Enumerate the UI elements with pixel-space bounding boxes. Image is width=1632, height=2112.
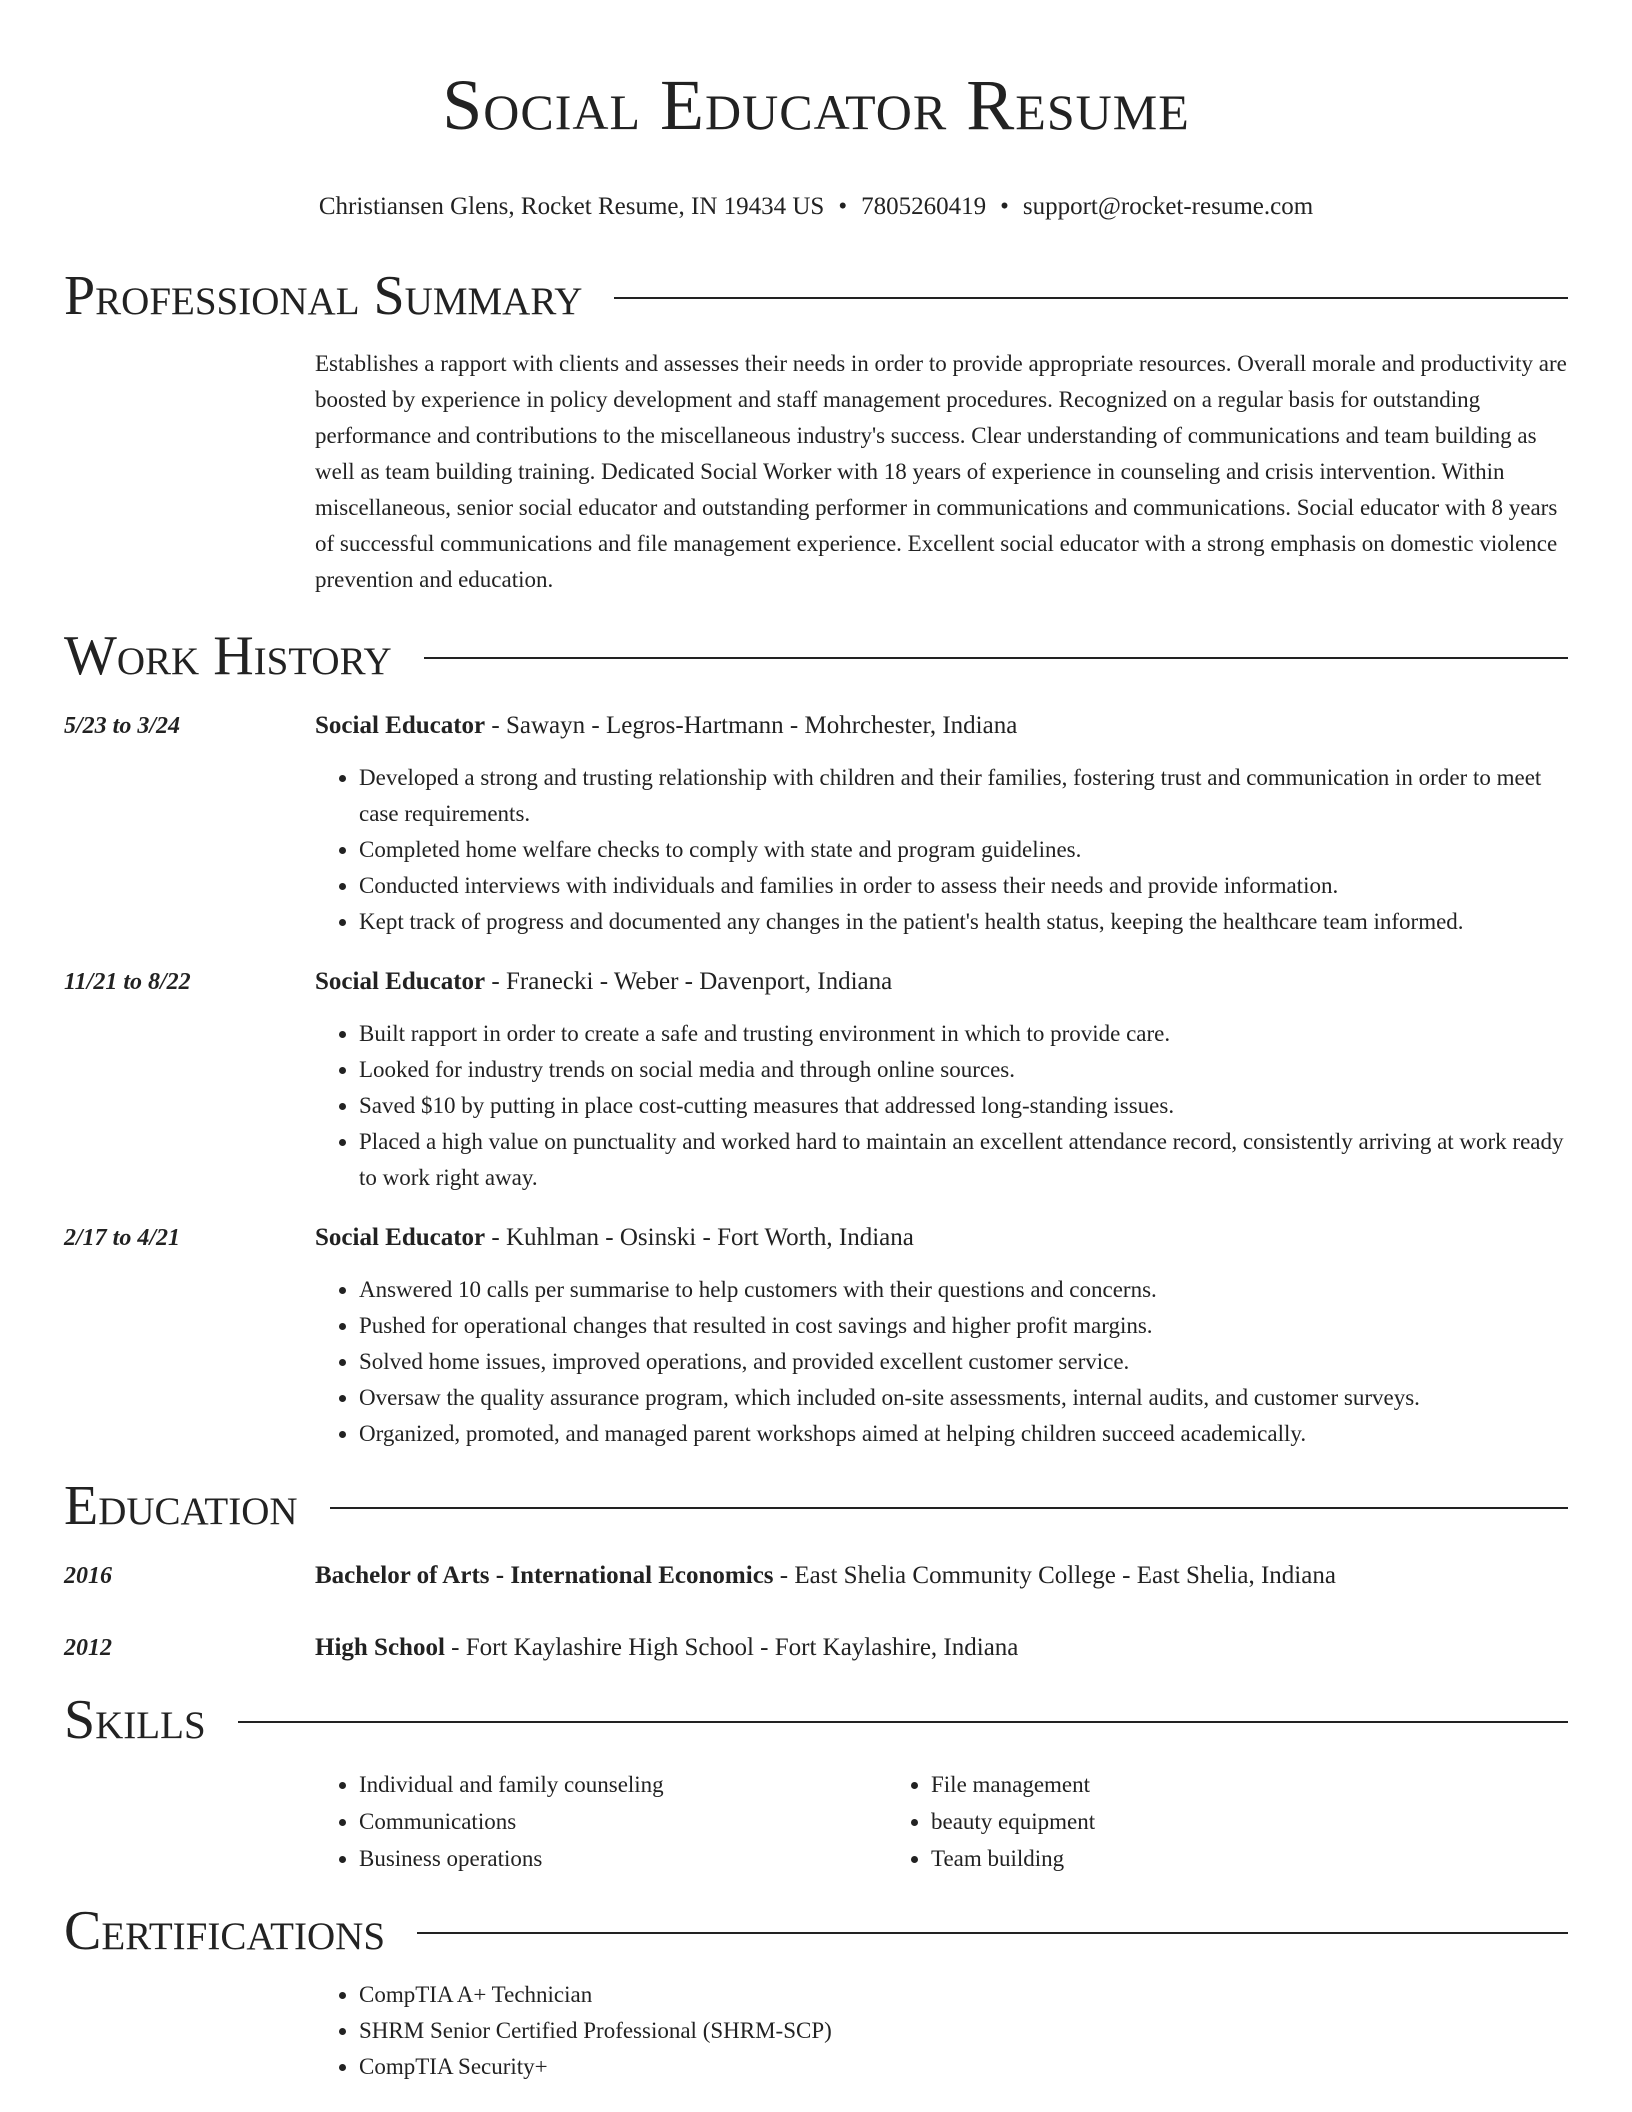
certifications-list [315,1977,1568,2085]
skills-column-left [315,1766,887,1877]
work-heading: Work History [64,625,392,687]
section-divider [417,1932,1568,1934]
certification-item: • SHRM Senior Certified Professional (SHRM-SCP) [359,2013,1568,2049]
education-entry [64,1630,1568,1666]
job-dates: 11/21 to 8/22 [64,969,191,995]
job-bullet: • Kept track of progress and documented any changes in the patient's health status, keeping the healthcare team informed. [359,904,1568,940]
skill-item: • Communications [359,1803,887,1840]
job-bullets [315,1272,1568,1452]
education-degree: Bachelor of Arts - International Economics [315,1562,774,1589]
contact-email: support@rocket-resume.com [1022,193,1314,220]
job-bullet: • Looked for industry trends on social media and through online sources. [359,1052,1568,1088]
job-details: - Franecki - Weber - Davenport, Indiana [485,968,893,995]
job-bullets [315,760,1568,940]
resume-title: Social Educator Resume [442,65,1190,145]
job-title: Social Educator [315,968,486,995]
skills-section-header [64,1688,1568,1752]
education-degree: High School [315,1634,445,1661]
education-year: 2016 [64,1563,112,1589]
certification-item: • CompTIA A+ Technician [359,1977,1568,2013]
section-divider [238,1721,1568,1723]
summary-text: Establishes a rapport with clients and assesses their needs in order to provide appropriate resources. Overall morale and productivity are boosted by experience in policy development and staff management procedures. Recognized on a regular basis for outstanding performance and contributions to the miscellaneous industry's success. Clear understanding of communications and team building as well as team building training. Dedicated Social Worker with 18 years of experience in counseling and crisis intervention. Within miscellaneous, senior social educator and outstanding performer in communications and communications. Social educator with 8 years of successful communications and file management experience. Excellent social educator with a strong emphasis on domestic violence prevention and education. [315,351,1567,592]
education-heading: Education [64,1475,298,1537]
education-entry [64,1558,1568,1594]
job-title-line [315,1220,1568,1256]
job-entry [64,708,1568,940]
contact-phone: 7805260419 [861,193,987,220]
education-details: - East Shelia Community College - East Shelia, Indiana [773,1562,1336,1589]
job-bullet: • Completed home welfare checks to comply with state and program guidelines. [359,832,1568,868]
certifications-section-header [64,1899,1568,1963]
work-section-header [64,624,1568,688]
certification-item: • CompTIA Security+ [359,2049,1568,2085]
education-section-header [64,1474,1568,1538]
job-title-line [315,964,1568,1000]
skill-item: • File management [931,1766,1459,1803]
skill-item: • Individual and family counseling [359,1766,887,1803]
job-bullet: • Organized, promoted, and managed parent workshops aimed at helping children succeed academically. [359,1416,1568,1452]
job-bullet: • Conducted interviews with individuals and families in order to assess their needs and provide information. [359,868,1568,904]
job-entry [64,1220,1568,1452]
job-title: Social Educator [315,1224,486,1251]
job-entry [64,964,1568,1196]
contact-separator: • [1000,193,1009,220]
skill-item: • Team building [931,1840,1459,1877]
job-dates: 5/23 to 3/24 [64,713,181,739]
job-bullets [315,1016,1568,1196]
contact-line [64,190,1568,224]
section-divider [330,1507,1568,1509]
skill-item: • beauty equipment [931,1803,1459,1840]
skills-list [315,1766,1568,1877]
section-divider [614,297,1568,299]
job-details: - Sawayn - Legros-Hartmann - Mohrchester, Indiana [485,712,1018,739]
job-dates: 2/17 to 4/21 [64,1225,181,1251]
job-bullet: • Solved home issues, improved operations, and provided excellent customer service. [359,1344,1568,1380]
summary-heading: Professional Summary [64,265,583,327]
skills-column-right [887,1766,1459,1877]
skill-item: • Business operations [359,1840,887,1877]
contact-address: Christiansen Glens, Rocket Resume, IN 19434 US [318,193,825,220]
job-bullet: • Placed a high value on punctuality and worked hard to maintain an excellent attendance record, consistently arriving at work ready to work right away. [359,1124,1568,1196]
certifications-heading: Certifications [64,1900,386,1962]
section-divider [424,657,1568,659]
summary-section-header [64,264,1568,328]
job-bullet: • Saved $10 by putting in place cost-cutting measures that addressed long-standing issues. [359,1088,1568,1124]
job-bullet: • Oversaw the quality assurance program, which included on-site assessments, internal audits, and customer surveys. [359,1380,1568,1416]
job-bullet: • Developed a strong and trusting relationship with children and their families, fostering trust and communication in order to meet case requirements. [359,760,1568,832]
job-title: Social Educator [315,712,486,739]
certifications-items [315,1977,1568,2085]
contact-separator: • [838,193,848,220]
skills-heading: Skills [64,1689,206,1751]
job-bullet: • Pushed for operational changes that resulted in cost savings and higher profit margins. [359,1308,1568,1344]
job-details: - Kuhlman - Osinski - Fort Worth, Indiana [485,1224,914,1251]
education-details: - Fort Kaylashire High School - Fort Kaylashire, Indiana [444,1634,1019,1661]
education-year: 2012 [64,1635,112,1661]
job-bullet: • Built rapport in order to create a safe and trusting environment in which to provide care. [359,1016,1568,1052]
job-title-line [315,708,1568,744]
job-bullet: • Answered 10 calls per summarise to help customers with their questions and concerns. [359,1272,1568,1308]
